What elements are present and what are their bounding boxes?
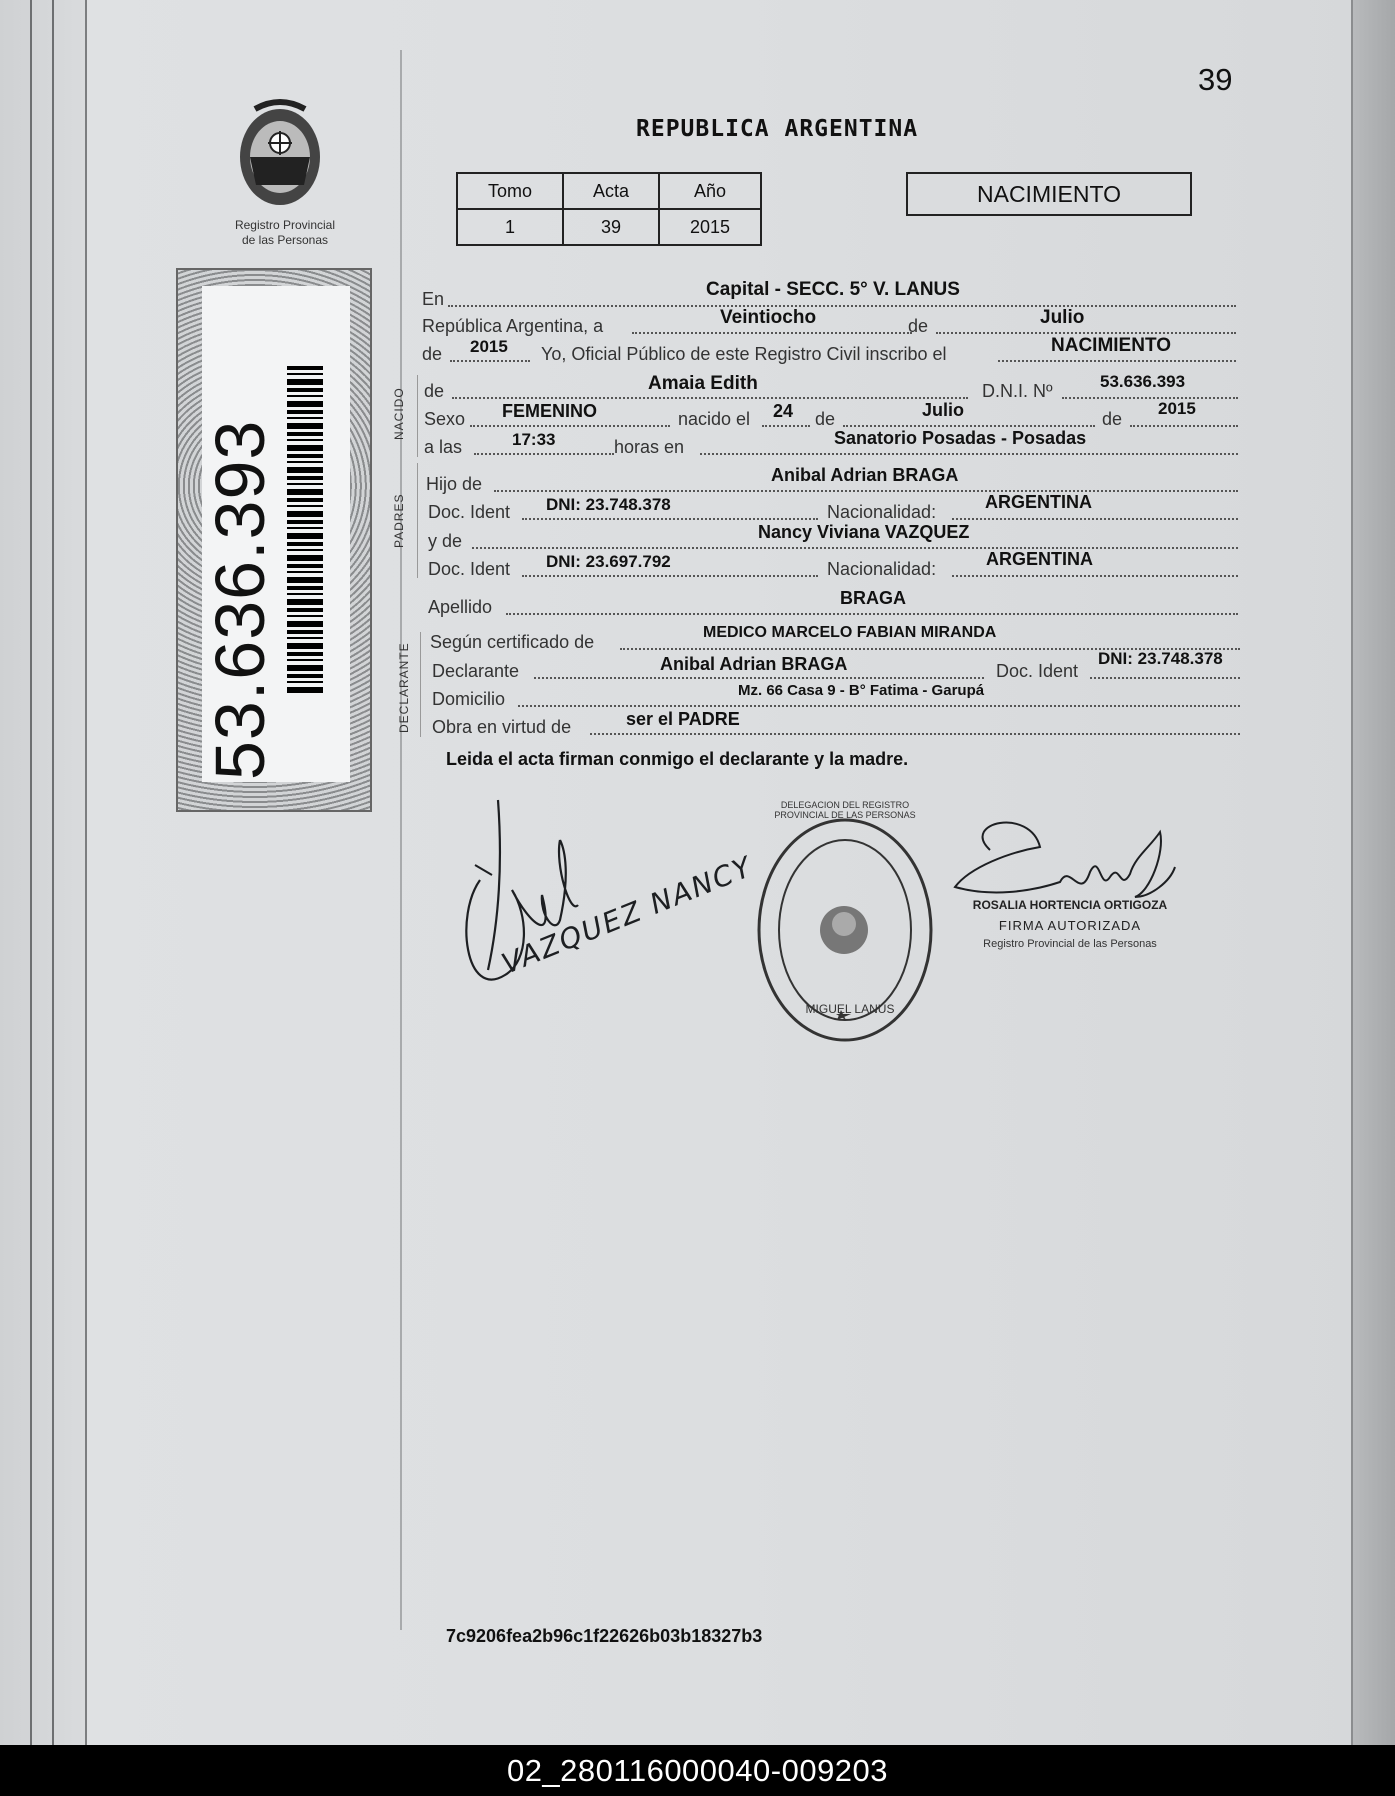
official-name: ROSALIA HORTENCIA ORTIGOZA — [972, 898, 1168, 912]
value-padre: Anibal Adrian BRAGA — [771, 465, 959, 485]
sticker-number: 53.636.393 — [201, 419, 279, 780]
field-line — [700, 453, 1238, 455]
acta-value: 39 — [563, 209, 659, 245]
label-nacido-el: nacido el — [678, 409, 751, 429]
field-line — [448, 305, 1236, 307]
seal-inner-text: MIGUEL LANUS — [805, 1002, 895, 1016]
label-de: de — [908, 316, 929, 336]
field-line — [590, 733, 1240, 735]
label-doc-ident: Doc. Ident — [428, 502, 511, 522]
value-madre: Nancy Viviana VAZQUEZ — [758, 522, 970, 542]
field-line — [762, 425, 810, 427]
tomo-value: 1 — [457, 209, 563, 245]
section-label-nacido: NACIDO — [392, 387, 406, 440]
field-line — [518, 705, 1240, 707]
binding-strip — [0, 0, 87, 1745]
value-madre-doc: DNI: 23.697.792 — [546, 552, 671, 571]
field-line — [470, 425, 670, 427]
official-registry: Registro Provincial de las Personas — [983, 938, 1157, 950]
seal-outer-text: DELEGACION DEL REGISTRO PROVINCIAL DE LAS PERSONAS — [774, 800, 916, 820]
label-apellido: Apellido — [428, 597, 493, 617]
section-divider — [420, 632, 421, 737]
scan-id-bar: 02_280116000040-009203 — [0, 1745, 1395, 1796]
value-nombre: Amaia Edith — [648, 373, 758, 394]
value-declarante-doc: DNI: 23.748.378 — [1098, 649, 1223, 668]
anio-header: Año — [659, 173, 761, 209]
tomo-header: Tomo — [457, 173, 563, 209]
margin-line — [400, 50, 402, 1630]
value-lugar: Capital - SECC. 5° V. LANUS — [706, 279, 960, 300]
value-declarante: Anibal Adrian BRAGA — [660, 654, 848, 674]
field-line — [534, 677, 984, 679]
field-line — [843, 425, 1095, 427]
value-dni: 53.636.393 — [1100, 372, 1186, 391]
label-obra: Obra en virtud de — [432, 717, 572, 737]
closing-statement: Leida el acta firman conmigo el declarante y la madre. — [446, 749, 909, 769]
label-de: de — [1102, 409, 1123, 429]
field-line — [936, 332, 1236, 334]
label-de: de — [424, 381, 445, 401]
label-declarante: Declarante — [432, 661, 520, 681]
field-line — [998, 360, 1236, 362]
label-nacionalidad: Nacionalidad: — [827, 502, 937, 522]
field-line — [1062, 397, 1238, 399]
field-line — [952, 575, 1238, 577]
page-edge — [1351, 0, 1395, 1745]
value-mes-nac: Julio — [922, 400, 965, 420]
label-domicilio: Domicilio — [432, 689, 506, 709]
label-de: de — [815, 409, 836, 429]
field-line — [472, 547, 1238, 549]
field-line — [1130, 425, 1238, 427]
value-mes-acta: Julio — [1040, 307, 1085, 328]
official-role: FIRMA AUTORIZADA — [998, 918, 1142, 933]
section-label-padres: PADRES — [392, 493, 406, 548]
value-padre-doc: DNI: 23.748.378 — [546, 495, 671, 514]
anio-value: 2015 — [659, 209, 761, 245]
value-dia-acta: Veintiocho — [720, 307, 817, 328]
value-domicilio: Mz. 66 Casa 9 - B° Fatima - Garupá — [738, 682, 985, 699]
label-a-las: a las — [424, 437, 463, 457]
value-certificado: MEDICO MARCELO FABIAN MIRANDA — [703, 624, 997, 641]
value-madre-nac: ARGENTINA — [986, 549, 1093, 569]
field-line — [474, 453, 614, 455]
section-divider — [417, 463, 418, 578]
section-divider — [417, 375, 418, 457]
document-hash: 7c9206fea2b96c1f22626b03b18327b3 — [446, 1626, 763, 1646]
official-signature — [950, 812, 1180, 904]
barcode — [287, 366, 323, 696]
value-inscripcion: NACIMIENTO — [1051, 335, 1171, 356]
field-line — [1090, 677, 1240, 679]
value-padre-nac: ARGENTINA — [985, 492, 1092, 512]
label-republica: República Argentina, a — [422, 316, 604, 336]
acta-header: Acta — [563, 173, 659, 209]
label-nacionalidad: Nacionalidad: — [827, 559, 937, 579]
field-line — [494, 490, 1238, 492]
field-line — [450, 360, 530, 362]
label-en: En — [422, 289, 445, 309]
value-lugar-nac: Sanatorio Posadas - Posadas — [834, 428, 1087, 448]
field-line — [506, 613, 1238, 615]
field-line — [952, 518, 1238, 520]
field-line — [452, 397, 968, 399]
value-anio-nac: 2015 — [1158, 399, 1196, 418]
mother-handwritten-name: VAZQUEZ NANCY — [497, 849, 758, 981]
label-y-de: y de — [428, 531, 463, 551]
country-title: REPUBLICA ARGENTINA — [636, 116, 919, 142]
value-obra: ser el PADRE — [626, 709, 740, 729]
registry-label: Registro Provincial de las Personas — [234, 218, 336, 247]
section-label-declarante: DECLARANTE — [397, 642, 411, 733]
label-hijo-de: Hijo de — [426, 474, 483, 494]
label-doc-ident: Doc. Ident — [428, 559, 511, 579]
label-horas-en: horas en — [614, 437, 685, 457]
label-doc-ident: Doc. Ident — [996, 661, 1079, 681]
field-line — [632, 332, 912, 334]
page-number: 39 — [1198, 62, 1233, 97]
province-emblem-icon — [230, 95, 330, 215]
label-segun: Según certificado de — [430, 632, 595, 652]
record-table — [456, 172, 762, 246]
record-type: NACIMIENTO — [906, 172, 1192, 216]
field-line — [522, 518, 818, 520]
value-dia-nac: 24 — [773, 401, 794, 421]
label-dni: D.N.I. Nº — [982, 381, 1053, 401]
value-apellido: BRAGA — [840, 588, 906, 608]
label-de: de — [422, 344, 443, 364]
field-line — [522, 575, 818, 577]
value-anio-acta: 2015 — [470, 337, 508, 356]
value-sexo: FEMENINO — [502, 401, 598, 421]
label-sexo: Sexo — [424, 409, 466, 429]
value-hora: 17:33 — [512, 430, 556, 449]
label-yo-oficial: Yo, Oficial Público de este Registro Civil inscribo el — [541, 344, 947, 364]
